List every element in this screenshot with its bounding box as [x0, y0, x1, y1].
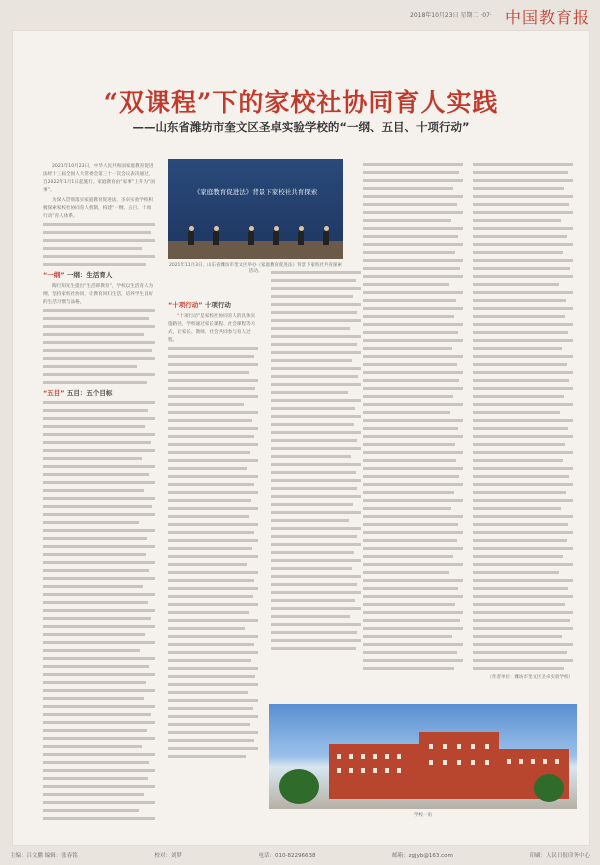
text-lines: [43, 309, 155, 384]
event-photo-caption: 2021年11月3日，山东省潍坊市奎文区举办《家庭教育促进法》背景下家校社共育探索活动。: [168, 263, 343, 274]
text-lines: [168, 347, 258, 758]
column-5: [473, 163, 573, 693]
masthead: [0, 0, 600, 30]
building-center: [419, 732, 499, 799]
tree: [279, 769, 319, 804]
person: [248, 231, 254, 245]
section-quote: “十项行动”: [168, 301, 203, 309]
footer-item: 电话：010-82296638: [258, 853, 316, 859]
newspaper-page: [12, 30, 590, 846]
tree: [534, 774, 564, 802]
paragraph: “十项行动”是家校社协同育人的具体实施路径，学校通过家长课程、社会课程等方式，让家长、教师、社会共同参与育人过程。: [168, 314, 256, 343]
section-title: 一纲：生活育人: [66, 271, 113, 279]
issue-line: 2018年10月23日 星期二 ·07·: [410, 12, 492, 19]
paper-name: 中国教育报: [504, 8, 590, 27]
footer-item: 邮箱：zgjyb@163.com: [392, 853, 453, 859]
school-building-photo: [269, 704, 577, 809]
column-1: [43, 163, 155, 823]
footer: [0, 846, 600, 865]
footer-item: 主编：吕文鹏 编辑：张春铭: [10, 853, 78, 859]
paragraph: 陶行知先生提出“生活即教育”，学校以生活育人为纲，坚持家校社协同，让教育回归生活，培养学生良好的生活习惯与品格。: [43, 284, 154, 305]
section-heading-mu: [43, 389, 155, 397]
text-lines: [363, 163, 463, 670]
section-quote: “一纲”: [43, 271, 65, 279]
text-lines: [43, 223, 155, 266]
author-byline: （作者单位：潍坊市奎文区圣卓实验学校）: [487, 675, 573, 680]
building-left: [329, 744, 419, 799]
column-4: [363, 163, 463, 693]
text-lines: [473, 163, 573, 670]
person: [188, 231, 194, 245]
person: [213, 231, 219, 245]
event-photo: [168, 159, 343, 259]
article-title: “双课程”下的家校社协同育人实践: [103, 88, 499, 117]
stage-floor: [168, 241, 343, 259]
column-3: [271, 271, 361, 691]
section-title: 十项行动: [204, 301, 231, 309]
text-lines: [43, 401, 155, 823]
column-2: [168, 296, 258, 826]
text-lines: [271, 271, 361, 650]
footer-item: 校对：刘梦: [154, 853, 182, 859]
section-title: 五目：五个目标: [66, 389, 113, 397]
person: [323, 231, 329, 245]
school-photo-caption: 学校一角: [414, 813, 432, 818]
paragraph: 为深入贯彻落实家庭教育促进法，圣卓实验学校积极探索家校社协同育人机制，构建“一纲、五目、十项行动”育人体系。: [43, 198, 154, 219]
paragraph: 2021年10月23日，中华人民共和国家庭教育促进法经十三届全国人大常委会第三十一次会议表决通过，自2022年1月1日起施行。家庭教育由“家事”上升为“国事”。: [43, 164, 155, 193]
section-quote: “五目”: [43, 389, 65, 397]
section-heading-action: [168, 301, 258, 309]
article-subtitle: ——山东省潍坊市奎文区圣卓实验学校的“一纲、五目、十项行动”: [132, 120, 470, 134]
section-heading-gang: [43, 271, 155, 279]
person: [298, 231, 304, 245]
footer-item: 印刷：人民日报印务中心: [529, 853, 590, 859]
person: [273, 231, 279, 245]
stage-screen-text: 《家庭教育促进法》背景下家校社共育探索: [193, 188, 318, 196]
